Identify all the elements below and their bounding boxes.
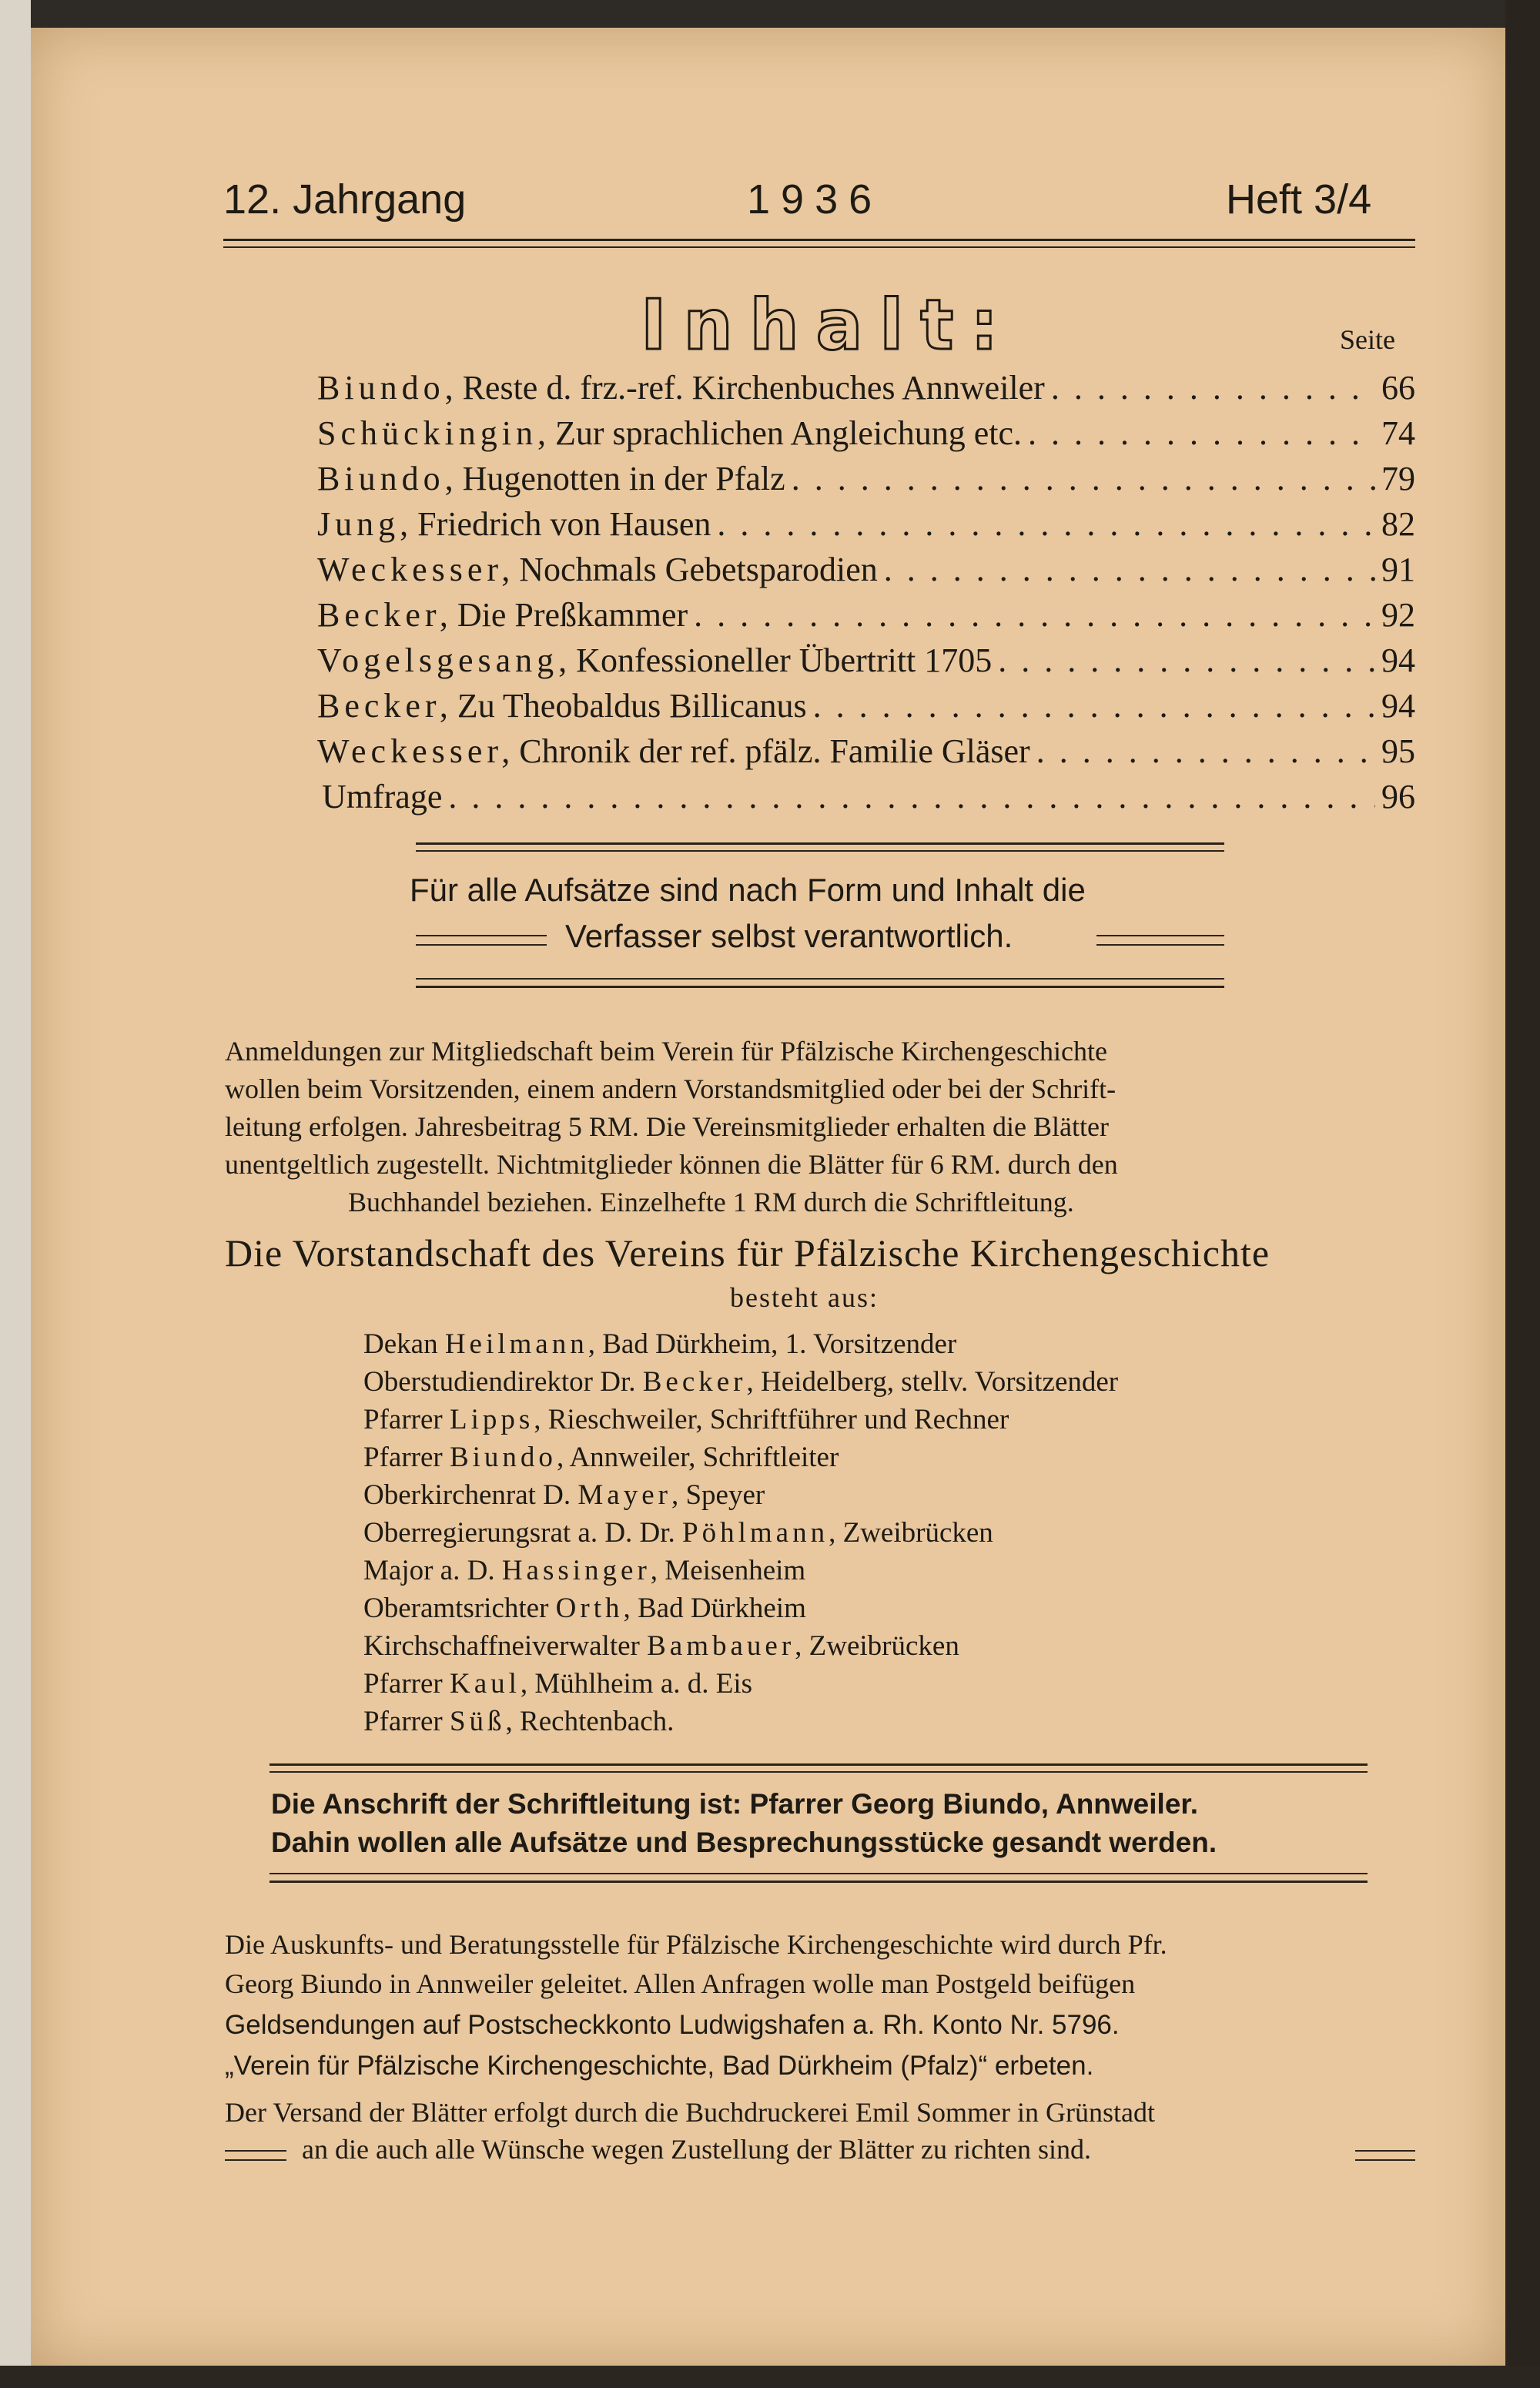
member-detail: , Mühlheim a. d. Eis (520, 1668, 753, 1700)
toc-author: Weckesser, (317, 551, 515, 588)
book-edge-top (0, 0, 1540, 28)
toc-entry (317, 686, 1415, 732)
toc-entry-title: Umfrage (322, 778, 443, 816)
toc-author: Schückingin, (317, 414, 551, 452)
toc-page-number: 96 (1381, 778, 1415, 816)
board-member (363, 1328, 956, 1361)
board-member (363, 1592, 806, 1625)
toc-author: Becker, (317, 596, 453, 634)
toc-leader (792, 459, 1375, 498)
board-title: Die Vorstandschaft des Vereins für Pfälzische Kirchengeschichte (225, 1231, 1270, 1274)
board-member (363, 1667, 752, 1700)
toc-entry (317, 732, 1415, 778)
member-detail: , Meisenheim (650, 1555, 806, 1586)
toc-page-number: 92 (1381, 596, 1415, 634)
toc-entry (317, 595, 1415, 641)
footer-line-3: Geldsendungen auf Postscheckkonto Ludwigshafen a. Rh. Konto Nr. 5796. (225, 2010, 1120, 2040)
membership-line: wollen beim Vorsitzenden, einem andern Vorstandsmitglied oder bei der Schrift- (225, 1073, 1116, 1104)
footer-line-5: Der Versand der Blätter erfolgt durch die Buchdruckerei Emil Sommer in Grünstadt (225, 2097, 1155, 2128)
membership-line: Anmeldungen zur Mitgliedschaft beim Verein für Pfälzische Kirchengeschichte (225, 1036, 1107, 1067)
member-detail: , Zweibrücken (795, 1630, 959, 1662)
toc-leader (694, 595, 1375, 635)
member-role: Kirchschaffneiverwalter (363, 1630, 648, 1662)
toc-page-number: 91 (1381, 551, 1415, 588)
toc-leader (998, 641, 1375, 680)
notice-line-2: Verfasser selbst verantwortlich. (565, 918, 1013, 954)
toc-page-number: 94 (1381, 687, 1415, 725)
toc-entry (317, 504, 1415, 551)
toc-page-number: 66 (1381, 369, 1415, 407)
member-name: Kaul (449, 1668, 521, 1700)
address-rule-top-1 (270, 1763, 1368, 1766)
member-detail: , Zweibrücken (829, 1517, 993, 1549)
member-name: Hassinger (501, 1555, 651, 1586)
book-edge-bottom (0, 2366, 1540, 2388)
board-member (363, 1554, 805, 1587)
member-role: Pfarrer (363, 1706, 450, 1737)
member-name: Biundo (449, 1442, 557, 1473)
issue-label: Heft 3/4 (1226, 176, 1372, 223)
toc-page-number: 82 (1381, 505, 1415, 543)
member-role: Oberkirchenrat D. (363, 1479, 578, 1511)
membership-line: Buchhandel beziehen. Einzelhefte 1 RM durch die Schriftleitung. (348, 1187, 1074, 1217)
member-detail: , Bad Dürkheim (623, 1593, 806, 1624)
board-member (363, 1705, 674, 1738)
toc-author: Weckesser, (317, 732, 515, 770)
notice-dash-right-1 (1096, 935, 1224, 936)
toc-entry-title: Nochmals Gebetsparodien (519, 551, 878, 588)
member-role: Oberamtsrichter (363, 1593, 556, 1624)
board-member (363, 1629, 959, 1663)
toc-leader (813, 686, 1375, 725)
toc-author: Jung, (317, 505, 413, 543)
toc-page-number: 79 (1381, 460, 1415, 497)
year-label: 1936 (747, 176, 883, 223)
member-role: Major a. D. (363, 1555, 502, 1586)
member-detail: , Speyer (671, 1479, 765, 1511)
toc-entry (317, 550, 1415, 596)
member-role: Dekan (363, 1328, 445, 1360)
member-role: Pfarrer (363, 1442, 450, 1473)
toc-entry (317, 777, 1415, 823)
toc-entry-title: Hugenotten in der Pfalz (462, 460, 785, 497)
member-name: Süß (449, 1706, 506, 1737)
header-rule-top (223, 239, 1415, 241)
board-member (363, 1479, 765, 1512)
toc-entry (317, 459, 1415, 505)
member-name: Mayer (578, 1479, 671, 1511)
member-role: Oberregierungsrat a. D. Dr. (363, 1517, 683, 1549)
footer-dash-right-1 (1355, 2150, 1415, 2152)
address-rule-top-2 (270, 1771, 1368, 1773)
toc-entry-title: Friedrich von Hausen (417, 505, 711, 543)
toc-page-number: 74 (1381, 414, 1415, 452)
board-subtitle: besteht aus: (730, 1282, 879, 1313)
book-edge-right (1505, 0, 1540, 2388)
toc-page-number: 95 (1381, 732, 1415, 770)
address-line-2: Dahin wollen alle Aufsätze und Besprechungsstücke gesandt werden. (271, 1827, 1217, 1858)
notice-rule-top-2 (416, 850, 1224, 852)
toc-entry (317, 641, 1415, 687)
footer-dash-right-2 (1355, 2159, 1415, 2161)
toc-page-label: Seite (1340, 324, 1395, 355)
membership-line: leitung erfolgen. Jahresbeitrag 5 RM. Die Vereinsmitglieder erhalten die Blätter (225, 1111, 1109, 1142)
notice-dash-right-2 (1096, 944, 1224, 946)
member-name: Becker (642, 1366, 747, 1398)
board-member (363, 1441, 839, 1474)
footer-line-2: Georg Biundo in Annweiler geleitet. Allen Anfragen wolle man Postgeld beifügen (225, 1968, 1136, 1999)
notice-rule-bottom-2 (416, 986, 1224, 988)
toc-leader (1028, 414, 1375, 453)
notice-dash-left-1 (416, 935, 547, 936)
board-member (363, 1516, 993, 1549)
notice-rule-bottom-1 (416, 978, 1224, 980)
board-member (363, 1365, 1118, 1398)
footer-dash-left-2 (225, 2159, 286, 2161)
member-name: Lipps (449, 1404, 534, 1435)
member-role: Oberstudiendirektor Dr. (363, 1366, 643, 1398)
footer-dash-left-1 (225, 2150, 286, 2152)
header-rule-bottom (223, 246, 1415, 248)
member-detail: , Heidelberg, stellv. Vorsitzender (746, 1366, 1119, 1398)
toc-author: Biundo, (317, 460, 458, 497)
notice-rule-top-1 (416, 842, 1224, 845)
membership-line: unentgeltlich zugestellt. Nichtmitglieder können die Blätter für 6 RM. durch den (225, 1149, 1118, 1180)
toc-entry-title: Zur sprachlichen Angleichung etc. (554, 414, 1022, 452)
toc-entry (317, 368, 1415, 414)
member-detail: , Bad Dürkheim, 1. Vorsitzender (588, 1328, 957, 1360)
member-name: Bambauer (647, 1630, 795, 1662)
toc-leader (884, 550, 1375, 589)
toc-leader (448, 777, 1375, 816)
toc-author: Biundo, (317, 369, 458, 407)
toc-leader (717, 504, 1375, 544)
toc-title: Inhalt: (641, 285, 1016, 366)
member-name: Orth (555, 1593, 624, 1624)
board-member (363, 1403, 1009, 1436)
member-role: Pfarrer (363, 1404, 450, 1435)
notice-dash-left-2 (416, 944, 547, 946)
toc-entry (317, 414, 1415, 460)
footer-line-4: „Verein für Pfälzische Kirchengeschichte, Bad Dürkheim (Pfalz)“ erbeten. (225, 2051, 1094, 2081)
toc-entry-title: Die Preßkammer (457, 596, 688, 634)
toc-author: Becker, (317, 687, 453, 725)
member-name: Pöhlmann (682, 1517, 829, 1549)
footer-line-6: an die auch alle Wünsche wegen Zustellung der Blätter zu richten sind. (302, 2134, 1091, 2165)
address-rule-bottom-1 (270, 1873, 1368, 1874)
member-detail: , Rechtenbach. (505, 1706, 675, 1737)
toc-author: Vogelsgesang, (317, 641, 572, 679)
volume-label: 12. Jahrgang (223, 176, 467, 223)
member-detail: , Rieschweiler, Schriftführer und Rechner (534, 1404, 1009, 1435)
toc-entry-title: Zu Theobaldus Billicanus (457, 687, 807, 725)
book-edge-left (0, 0, 31, 2388)
address-line-1: Die Anschrift der Schriftleitung ist: Pfarrer Georg Biundo, Annweiler. (271, 1788, 1199, 1820)
toc-leader (1036, 732, 1375, 771)
toc-leader (1051, 368, 1375, 407)
footer-line-1: Die Auskunfts- und Beratungsstelle für Pfälzische Kirchengeschichte wird durch Pfr. (225, 1929, 1167, 1960)
member-name: Heilmann (444, 1328, 588, 1360)
member-role: Pfarrer (363, 1668, 450, 1700)
toc-entry-title: Chronik der ref. pfälz. Familie Gläser (519, 732, 1030, 770)
toc-entry-title: Konfessioneller Übertritt 1705 (576, 641, 993, 679)
toc-entry-title: Reste d. frz.-ref. Kirchenbuches Annweiler (462, 369, 1045, 407)
member-detail: , Annweiler, Schriftleiter (556, 1442, 839, 1473)
address-rule-bottom-2 (270, 1881, 1368, 1883)
notice-line-1: Für alle Aufsätze sind nach Form und Inhalt die (410, 872, 1086, 908)
toc-page-number: 94 (1381, 641, 1415, 679)
